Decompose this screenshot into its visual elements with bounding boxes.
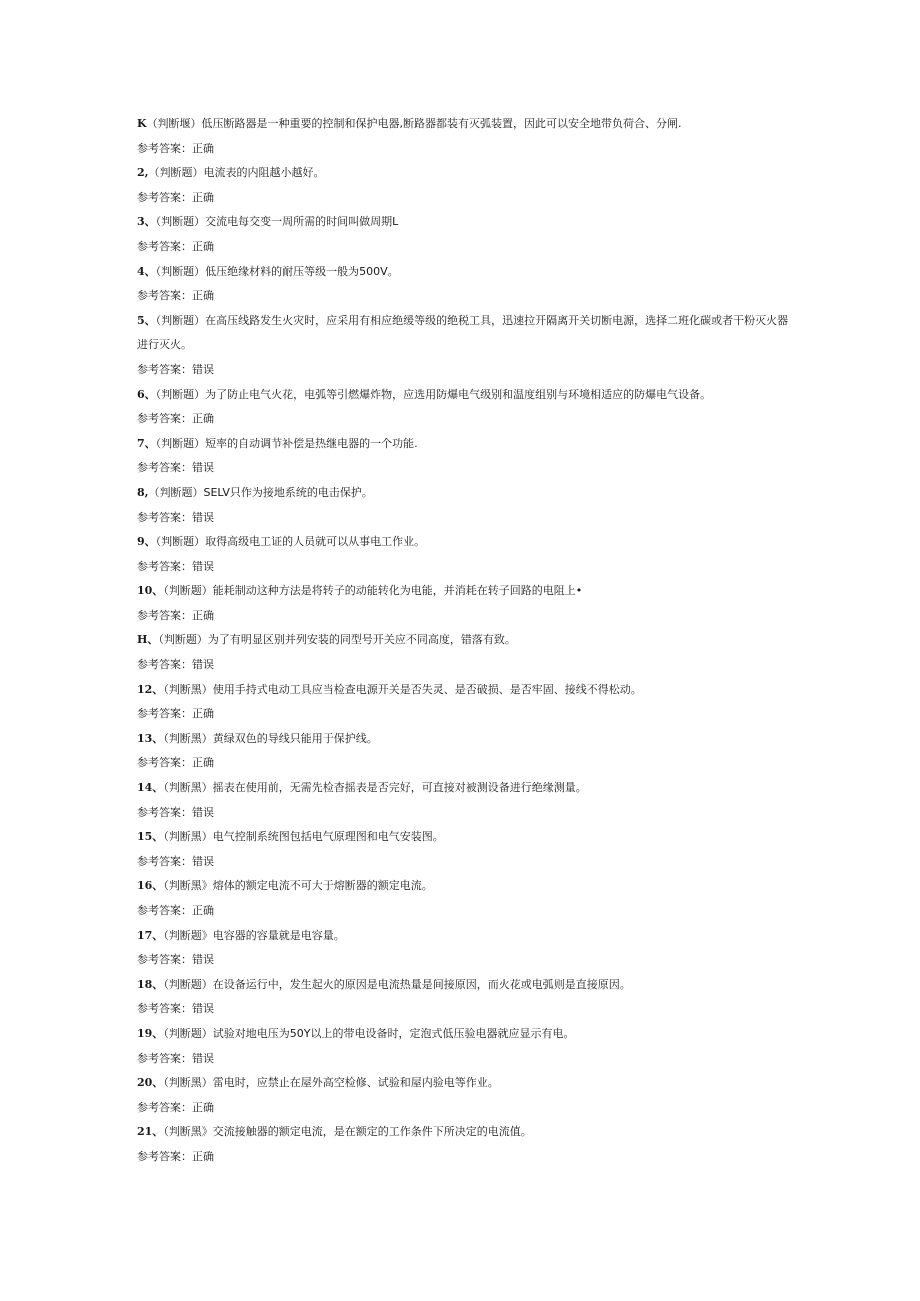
question-text xyxy=(137,309,797,334)
question-body: （判断题）在高压线路发生火灾时，应采用有相应绝缓等级的绝税工具，迅速拉开隔离开关切断电源，选择二班化碳或者干粉灭火器 xyxy=(155,313,789,327)
question-body: （判断黑）使用手持式电动工具应当检查电源开关是否失灵、是否破损、是否牢固、接线不得松动。 xyxy=(163,682,642,696)
question-number: 2, xyxy=(137,166,149,180)
question-text xyxy=(137,530,797,555)
answer-label: 参考答案： xyxy=(137,239,192,253)
question-body: （判断题）SELV只作为接地系统的电击保护。 xyxy=(148,485,373,499)
question-number: 3、 xyxy=(137,215,156,229)
question-body: （判断题）试验对地电压为50Y以上的带电设备时，定泡式低压验电器就应显示有电。 xyxy=(163,1026,575,1040)
question-number: 12、 xyxy=(137,682,164,696)
answer-value: 正确 xyxy=(192,289,214,303)
answer-label: 参考答案： xyxy=(137,362,192,376)
answer-line xyxy=(137,801,797,826)
answer-value: 错误 xyxy=(192,953,214,967)
answer-label: 参考答案： xyxy=(137,854,192,868)
question-number: 21、 xyxy=(137,1125,164,1139)
question-number: 16、 xyxy=(137,879,164,893)
answer-label: 参考答案： xyxy=(137,510,192,524)
answer-label: 参考答案： xyxy=(137,1100,192,1114)
answer-value: 正确 xyxy=(192,756,214,770)
question-text xyxy=(137,825,797,850)
question-number: 10、 xyxy=(137,584,164,598)
question-body: （判断题）取得高级电工证的人员就可以从事电工作业。 xyxy=(155,535,426,549)
answer-line xyxy=(137,948,797,973)
question-number: 5、 xyxy=(137,313,156,327)
question-number: 19、 xyxy=(137,1026,164,1040)
answer-line xyxy=(137,358,797,383)
question-body: （判断题》电容器的容量就是电容量。 xyxy=(163,928,345,942)
answer-label: 参考答案： xyxy=(137,658,192,672)
answer-line xyxy=(137,555,797,580)
question-text xyxy=(137,1022,797,1047)
question-text xyxy=(137,432,797,457)
question-text xyxy=(137,727,797,752)
question-text xyxy=(137,112,797,137)
question-number: 7、 xyxy=(137,436,156,450)
answer-value: 错误 xyxy=(192,854,214,868)
answer-line xyxy=(137,899,797,924)
answer-line xyxy=(137,653,797,678)
answer-line xyxy=(137,1145,797,1170)
question-number: K xyxy=(137,117,147,130)
answer-value: 正确 xyxy=(192,239,214,253)
question-number: 6、 xyxy=(137,387,156,401)
answer-value: 错误 xyxy=(192,1002,214,1016)
question-number: 4、 xyxy=(137,264,156,278)
question-body: （判断黑）雷电时，应禁止在屋外高空检修、试验和屋内验电等作业。 xyxy=(163,1076,499,1090)
question-number: 14、 xyxy=(137,781,164,795)
answer-label: 参考答案： xyxy=(137,190,192,204)
answer-line xyxy=(137,506,797,531)
answer-line xyxy=(137,407,797,432)
question-body: （判断题）在设备运行中，发生起火的原因是电流热量是间接原因，而火花或电弧则是直接原因。 xyxy=(163,977,631,991)
answer-line xyxy=(137,456,797,481)
question-body: （判断题）交流电每交变一周所需的时间叫做周期L xyxy=(155,215,399,229)
question-body: （判断题）能耗制动这种方法是将转子的动能转化为电能，并消耗在转子回路的电阻上• xyxy=(163,584,583,598)
question-text-continued: 进行灭火。 xyxy=(137,338,192,352)
answer-value: 正确 xyxy=(192,904,214,917)
question-text xyxy=(137,260,797,285)
question-body: （判断题）电流表的内阻越小越好。 xyxy=(148,166,325,180)
answer-value: 错误 xyxy=(192,510,214,524)
question-body: （判断题）短率的自动调节补偿是热继电器的一个功能. xyxy=(155,436,418,450)
answer-label: 参考答案： xyxy=(137,141,192,155)
question-body: （判断堰）低压断路器是一种重要的控制和保护电器,断路器都装有灭弧装置，因此可以安全地带负荷合、分闸. xyxy=(146,117,682,130)
question-text xyxy=(137,579,797,604)
question-number: 9、 xyxy=(137,535,156,549)
question-text xyxy=(137,678,797,703)
question-text xyxy=(137,1071,797,1096)
answer-value: 错误 xyxy=(192,461,214,475)
question-text xyxy=(137,874,797,899)
answer-value: 正确 xyxy=(192,707,214,721)
answer-value: 正确 xyxy=(192,1149,214,1163)
answer-line xyxy=(137,1047,797,1072)
answer-label: 参考答案： xyxy=(137,904,192,917)
question-number: 13、 xyxy=(137,731,164,745)
question-number: 20、 xyxy=(137,1076,164,1090)
answer-line xyxy=(137,137,797,162)
question-text xyxy=(137,383,797,408)
answer-label: 参考答案： xyxy=(137,289,192,303)
answer-label: 参考答案： xyxy=(137,805,192,819)
answer-value: 正确 xyxy=(192,608,214,622)
answer-value: 错误 xyxy=(192,658,214,672)
answer-line xyxy=(137,604,797,629)
answer-value: 正确 xyxy=(192,1100,214,1114)
question-body: （判断黑）黄绿双色的导线只能用于保护线。 xyxy=(163,731,378,745)
question-text xyxy=(137,628,797,653)
question-body: （判断题）低压绝缘材料的耐压等级一般为500V。 xyxy=(155,264,399,278)
question-text xyxy=(137,1120,797,1145)
answer-line xyxy=(137,1096,797,1121)
question-text xyxy=(137,210,797,235)
question-text xyxy=(137,973,797,998)
question-number: 17、 xyxy=(137,928,164,942)
question-number: H、 xyxy=(137,633,159,647)
answer-label: 参考答案： xyxy=(137,1149,192,1163)
answer-label: 参考答案： xyxy=(137,1051,192,1065)
answer-line xyxy=(137,284,797,309)
question-body: （判断题）为了有明显区别并列安装的同型号开关应不同高度，错落有致。 xyxy=(158,633,516,647)
answer-label: 参考答案： xyxy=(137,953,192,967)
answer-line xyxy=(137,997,797,1022)
question-text xyxy=(137,776,797,801)
answer-value: 错误 xyxy=(192,805,214,819)
answer-value: 正确 xyxy=(192,190,214,204)
question-body: （判断黑》熔体的额定电流不可大于熔断器的额定电流。 xyxy=(163,879,433,893)
answer-label: 参考答案： xyxy=(137,461,192,475)
answer-value: 错误 xyxy=(192,559,214,573)
answer-value: 错误 xyxy=(192,1051,214,1065)
question-number: 15、 xyxy=(137,830,164,844)
question-body: （判断黑）电气控制系统图包括电气原理图和电气安装图。 xyxy=(163,830,444,844)
answer-line xyxy=(137,751,797,776)
answer-line xyxy=(137,235,797,260)
question-body: （判断题）为了防止电气火花，电弧等引燃爆炸物，应选用防爆电气级别和温度组别与环境相适应的防爆电气设备。 xyxy=(155,387,712,401)
answer-label: 参考答案： xyxy=(137,1002,192,1016)
answer-value: 错误 xyxy=(192,362,214,376)
question-body: （判断黑）摇表在使用前，无需先检杳摇表是否完好，可直接对被测设备进行绝缘测量。 xyxy=(163,781,587,795)
question-text xyxy=(137,161,797,186)
question-text xyxy=(137,481,797,506)
answer-value: 正确 xyxy=(192,141,214,155)
answer-line xyxy=(137,186,797,211)
answer-label: 参考答案： xyxy=(137,608,192,622)
answer-label: 参考答案： xyxy=(137,412,192,426)
answer-label: 参考答案： xyxy=(137,707,192,721)
question-list xyxy=(137,112,797,1170)
question-number: 18、 xyxy=(137,977,164,991)
question-number: 8, xyxy=(137,485,149,499)
answer-value: 正确 xyxy=(192,412,214,426)
question-text xyxy=(137,924,797,949)
answer-label: 参考答案： xyxy=(137,559,192,573)
answer-label: 参考答案： xyxy=(137,756,192,770)
answer-line xyxy=(137,702,797,727)
question-body: （判断黑》交流接触器的额定电流，是在额定的工作条件下所决定的电流值。 xyxy=(163,1125,532,1139)
answer-line xyxy=(137,850,797,875)
